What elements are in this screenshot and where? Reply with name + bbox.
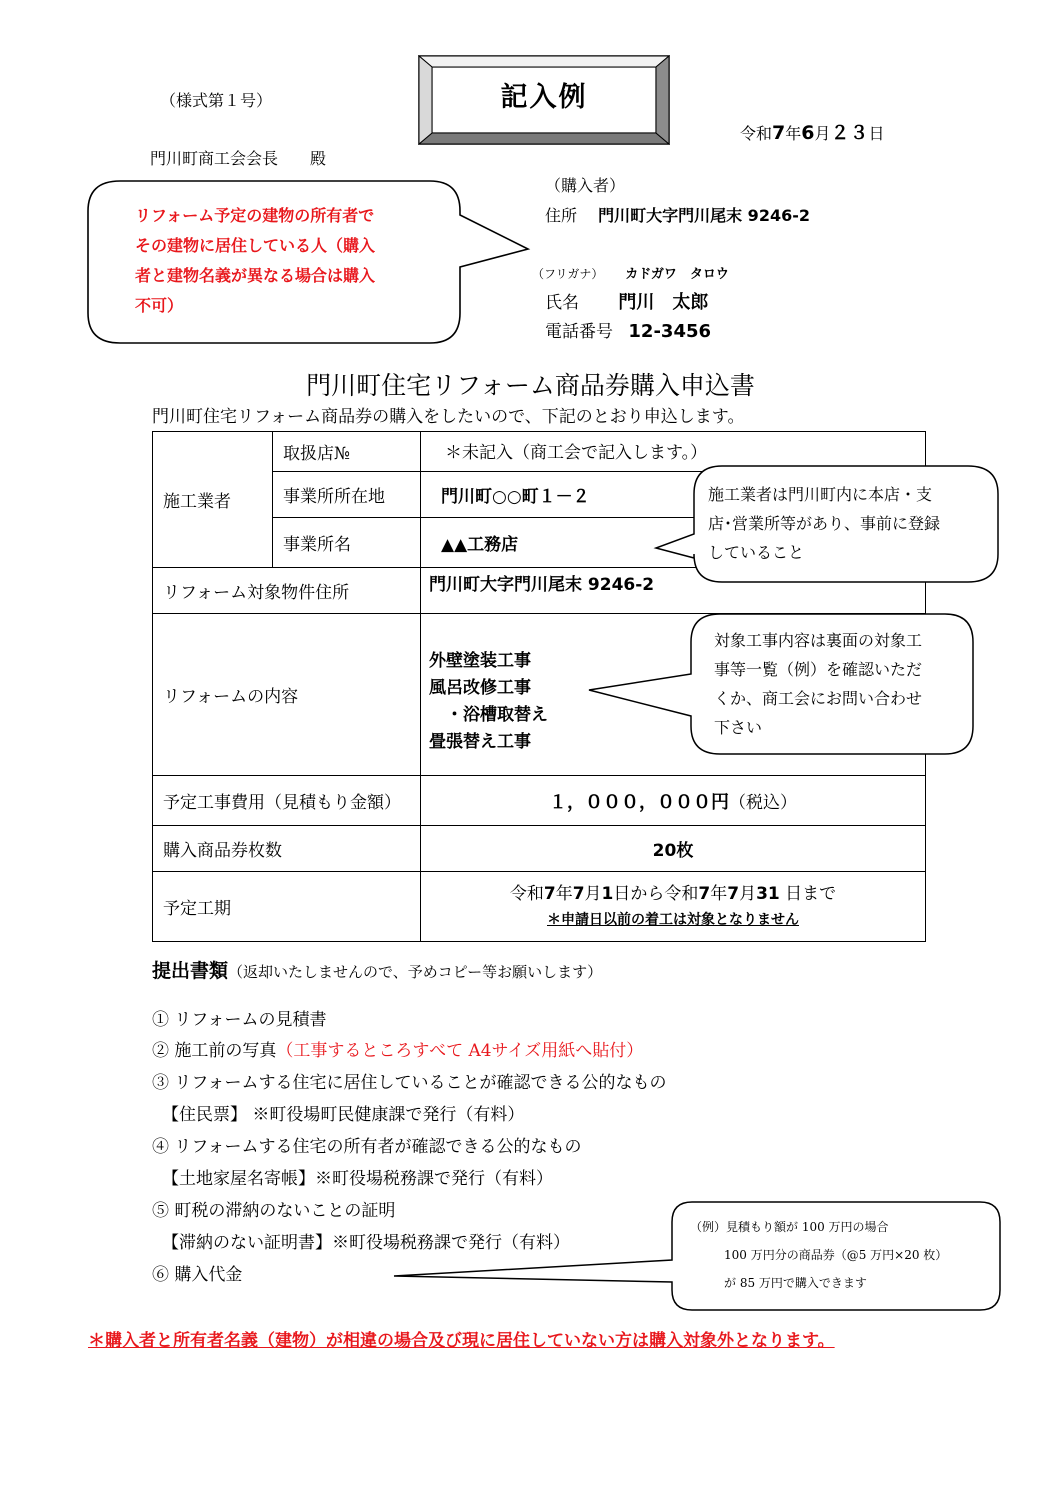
period-num: 1 [601, 883, 614, 904]
store-no-value: ＊未記入（商工会で記入します。） [421, 432, 926, 472]
cost-note: （税込） [729, 792, 797, 813]
footer-warning: ＊購入者と所有者名義（建物）が相違の場合及び現に居住していない方は購入対象外となります。 [88, 1331, 835, 1351]
period-text: 日まで [779, 883, 837, 904]
address-label: 住所 [545, 206, 578, 225]
table-row [153, 872, 926, 942]
document-item-2-text: ② 施工前の写真 [152, 1041, 277, 1061]
period-num: 7 [698, 883, 711, 904]
period-cell [421, 872, 926, 942]
document-item-5-detail: 【滞納のない証明書】※町役場税務課で発行（有料） [162, 1233, 570, 1253]
period-note: ＊申請日以前の着工は対象となりません [547, 911, 799, 928]
content-note-line: 下さい [714, 718, 763, 737]
period-text: 令和 [509, 883, 544, 904]
period-num: 7 [572, 883, 585, 904]
document-item-2 [152, 1036, 643, 1061]
content-line: 外壁塗装工事 [429, 650, 531, 671]
page-title: 記入例 [500, 82, 588, 113]
period-num: 7 [727, 883, 740, 904]
owner-note [135, 201, 375, 321]
date-year-unit: 年 [785, 124, 802, 143]
period-label: 予定工期 [153, 872, 421, 942]
contractor-note [708, 480, 940, 567]
cost-value: １，０００，０００円 [549, 791, 729, 813]
contractor-note-line: していること [708, 543, 805, 562]
document-item-5: ⑤ 町税の滞納のないことの証明 [152, 1201, 396, 1221]
document-item-3: ③ リフォームする住宅に居住していることが確認できる公的なもの [152, 1073, 667, 1093]
furigana-value: カドガワ タロウ [625, 267, 729, 282]
voucher-count-label: 購入商品券枚数 [153, 826, 421, 872]
contractor-note-line: 店･営業所等があり、事前に登録 [708, 514, 941, 533]
document-item-2-note: （工事するところすべて A4サイズ用紙へ貼付） [276, 1041, 644, 1061]
period-text: 月 [739, 883, 757, 904]
date-day-unit: 日 [868, 124, 885, 143]
office-address-label: 事業所所在地 [273, 472, 421, 518]
purchaser-section-label: （購入者） [545, 176, 626, 195]
period-num: 31 [756, 883, 780, 904]
period-text: 年 [710, 883, 728, 904]
form-number: （様式第１号） [160, 91, 273, 110]
example-note-line-2: 100 万円分の商品券（@5 万円×20 枚） [724, 1248, 948, 1262]
furigana-row [532, 263, 729, 282]
contractor-label: 施工業者 [153, 432, 273, 568]
document-item-6: ⑥ 購入代金 [152, 1265, 243, 1285]
content-note [714, 626, 922, 742]
store-no-label: 取扱店№ [273, 432, 421, 472]
table-row [153, 776, 926, 826]
document-item-4: ④ リフォームする住宅の所有者が確認できる公的なもの [152, 1137, 582, 1157]
owner-note-line: 者と建物名義が異なる場合は購入 [135, 266, 376, 285]
office-name-label: 事業所名 [273, 518, 421, 568]
name-row [545, 288, 708, 314]
document-intro: 門川町住宅リフォーム商品券の購入をしたいので、下記のとおり申込します。 [152, 407, 745, 427]
period-text: 月 [584, 883, 602, 904]
contractor-note-line: 施工業者は門川町内に本店・支 [708, 485, 933, 504]
period-text: 年 [555, 883, 573, 904]
documents-heading: 提出書類 [152, 960, 229, 982]
content-note-line: 対象工事内容は裏面の対象工 [714, 631, 923, 650]
document-title: 門川町住宅リフォーム商品券購入申込書 [306, 371, 755, 400]
cost-label: 予定工事費用（見積もり金額） [153, 776, 421, 826]
name-label: 氏名 [545, 293, 579, 313]
property-address-label: リフォーム対象物件住所 [153, 568, 421, 614]
documents-heading-row [152, 956, 602, 983]
example-note-line-1: （例）見積もり額が 100 万円の場合 [690, 1220, 889, 1234]
addressee: 門川町商工会会長 殿 [150, 149, 327, 168]
furigana-label: （フリガナ） [532, 267, 604, 281]
owner-note-line: リフォーム予定の建物の所有者で [135, 206, 375, 225]
phone-value: 12-3456 [628, 321, 712, 342]
date-era: 令和 [740, 124, 773, 143]
example-note [690, 1213, 947, 1297]
content-line: ・浴槽取替え [429, 704, 548, 725]
phone-label: 電話番号 [545, 322, 613, 342]
content-note-line: 事等一覧（例）を確認いただ [714, 660, 923, 679]
cost-cell [421, 776, 926, 826]
voucher-count-value: 20枚 [421, 826, 926, 872]
owner-note-line: その建物に居住している人（購入 [135, 236, 376, 255]
document-item-4-detail: 【土地家屋名寄帳】※町役場税務課で発行（有料） [162, 1169, 553, 1189]
application-date [740, 118, 885, 145]
date-month-unit: 月 [814, 124, 831, 143]
title-box [418, 55, 670, 145]
date-year: 7 [772, 122, 786, 144]
period-text: 日から令和 [613, 883, 699, 904]
date-month: 6 [801, 122, 815, 144]
document-item-3-detail: 【住民票】 ※町役場町民健康課で発行（有料） [162, 1105, 525, 1125]
owner-note-line: 不可） [135, 296, 184, 315]
document-item-1: ① リフォームの見積書 [152, 1010, 327, 1030]
office-address-value: 門川町○○町１－２ [421, 472, 926, 518]
documents-heading-note: （返却いたしませんので、予めコピー等お願いします） [228, 963, 603, 981]
phone-row [545, 317, 711, 342]
content-line: 風呂改修工事 [429, 677, 531, 698]
purchaser-address-row [545, 203, 810, 226]
example-note-line-3: が 85 万円で購入できます [724, 1276, 867, 1290]
content-line: 畳張替え工事 [429, 731, 531, 752]
table-row [153, 826, 926, 872]
date-day: ２３ [830, 122, 869, 144]
property-address-value: 門川町大字門川尾末 9246-2 [421, 568, 926, 614]
name-value: 門川 太郎 [618, 292, 709, 313]
period-num: 7 [543, 883, 556, 904]
content-note-line: くか、商工会にお問い合わせ [714, 689, 923, 708]
address-value: 門川町大字門川尾末 9246-2 [598, 206, 810, 225]
content-label: リフォームの内容 [153, 614, 421, 776]
office-name-value: ▲▲工務店 [421, 518, 926, 568]
period-range [431, 881, 915, 907]
